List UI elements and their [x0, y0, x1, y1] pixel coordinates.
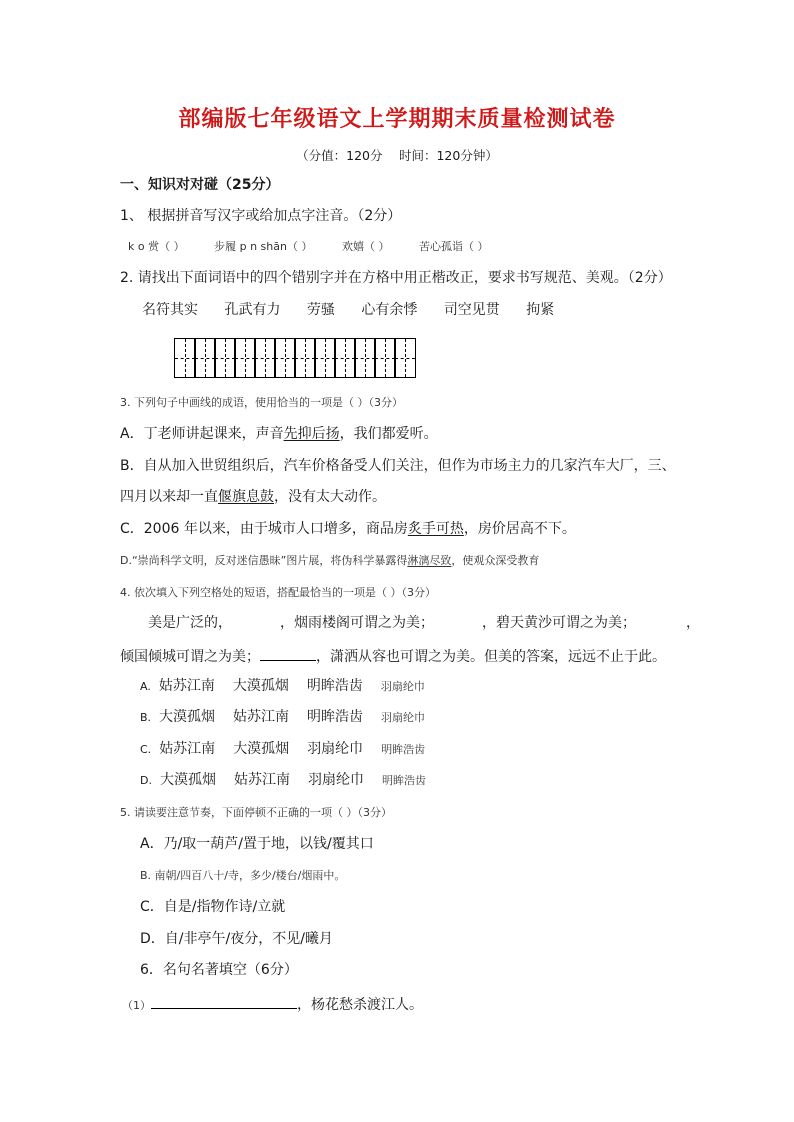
text-segment: 四月以来却一直: [120, 489, 218, 505]
q4-option: [140, 740, 443, 759]
q2-word: 心有余悸: [361, 302, 418, 318]
grid-cell[interactable]: [334, 338, 356, 378]
option-item: 明眸浩齿: [306, 678, 363, 694]
q1-item: 欢嬉（ ）: [341, 240, 390, 253]
q1-item: k o 赏（ ）: [128, 240, 185, 253]
underlined-idiom: 先抑后扬: [283, 426, 340, 442]
q2-words: [142, 301, 576, 319]
q5-option-c: C．自是/指物作诗/立就: [140, 899, 286, 915]
q2-word: 司空见贯: [443, 302, 500, 318]
q6-item-1: [122, 994, 423, 1015]
grid-cell[interactable]: [274, 338, 296, 378]
q1-stem: 1、 根据拼音写汉字或给加点字注音。（2分）: [120, 208, 402, 224]
text-segment: ，烟雨楼阁可谓之为美；: [280, 615, 434, 631]
option-label: A.: [140, 680, 151, 693]
exam-subtitle: （分值：120分 时间：120分钟）: [296, 148, 498, 163]
text-segment: ，碧天黄沙可谓之为美；: [482, 615, 636, 631]
q5-option-a: A．乃/取一葫芦/置于地，以钱/覆其口: [140, 836, 374, 852]
q4-passage-line2: [120, 646, 666, 666]
q2-stem: 2. 请找出下面词语中的四个错别字并在方格中用正楷改正，要求书写规范、美观。（2分）: [120, 270, 672, 286]
option-label: C.: [140, 743, 152, 756]
q1-items: [128, 238, 514, 256]
q5-option-d: D．自/非亭午/夜分，不见/曦月: [140, 931, 333, 947]
option-item: 羽扇纶巾: [307, 741, 364, 757]
text-segment: ，没有太大动作。: [274, 489, 386, 505]
fill-blank[interactable]: [151, 994, 297, 1009]
q4-option: [140, 708, 443, 727]
fill-blank[interactable]: [260, 646, 316, 661]
option-item: 姑苏江南: [233, 709, 290, 725]
underlined-idiom: 炙手可热: [407, 521, 464, 537]
text-segment: ，: [686, 615, 700, 631]
q1-item: 步履 p n shān（ ）: [214, 240, 313, 253]
grid-cell[interactable]: [194, 338, 216, 378]
grid-cell[interactable]: [294, 338, 316, 378]
text-segment: ，杨花愁杀渡江人。: [297, 997, 423, 1013]
text-segment: A．丁老师讲起课来，声音: [120, 426, 284, 442]
option-item: 明眸浩齿: [381, 774, 426, 787]
option-item: 大漠孤烟: [159, 709, 216, 725]
option-item: 羽扇纶巾: [307, 772, 364, 788]
q5-option-b: B. 南朝/四百八十/寺，多少/楼台/烟雨中。: [140, 869, 346, 882]
q3-option-d: [120, 552, 539, 570]
q3-stem: 3. 下列句子中画线的成语，使用恰当的一项是（ ）（3分）: [120, 396, 403, 409]
option-item: 姑苏江南: [233, 772, 290, 788]
item-number: （1）: [122, 999, 151, 1012]
option-label: B.: [140, 711, 152, 724]
grid-cell[interactable]: [174, 338, 196, 378]
text-segment: ，潇洒从容也可谓之为美。但美的答案，远远不止于此。: [316, 649, 666, 665]
grid-cell[interactable]: [214, 338, 236, 378]
option-item: 明眸浩齿: [381, 743, 426, 756]
q1-item: 苦心孤诣（ ）: [418, 240, 489, 253]
answer-grid[interactable]: [174, 338, 418, 378]
option-item: 羽扇纶巾: [381, 711, 426, 724]
grid-cell[interactable]: [234, 338, 256, 378]
grid-cell[interactable]: [314, 338, 336, 378]
grid-cell[interactable]: [354, 338, 376, 378]
option-item: 羽扇纶巾: [380, 680, 425, 693]
underlined-idiom: 偃旗息鼓: [218, 489, 274, 505]
section-heading: 一、知识对对碰（25分）: [120, 177, 280, 193]
text-segment: ，使观众深受教育: [451, 554, 540, 567]
q2-word: 劳骚: [306, 302, 335, 318]
text-segment: C．2006 年以来，由于城市人口增多，商品房: [120, 521, 408, 537]
text-segment: ，房价居高不下。: [463, 521, 576, 537]
q4-passage-line1: [148, 614, 700, 632]
q3-option-c: [120, 520, 576, 538]
underlined-idiom: 淋漓尽致: [407, 554, 452, 567]
text-segment: 美是广泛的，: [148, 615, 232, 631]
text-segment: D.“崇尚科学文明，反对迷信愚昧”图片展，将伪科学暴露得: [120, 554, 408, 567]
option-item: 姑苏江南: [159, 741, 216, 757]
option-item: 姑苏江南: [158, 678, 215, 694]
q5-stem: 5. 请读要注意节奏，下面停顿不正确的一项（ ）（3分）: [120, 806, 392, 819]
option-item: 大漠孤烟: [159, 772, 216, 788]
grid-cell[interactable]: [394, 338, 416, 378]
text-segment: 倾国倾城可谓之为美；: [120, 649, 260, 665]
q4-option: [140, 771, 444, 790]
q2-word: 名符其实: [142, 302, 198, 318]
q2-word: 孔武有力: [224, 302, 281, 318]
q3-option-a: [120, 425, 438, 443]
option-item: 明眸浩齿: [307, 709, 364, 725]
grid-cell[interactable]: [374, 338, 396, 378]
q2-word: 拘紧: [526, 302, 555, 318]
text-segment: ，我们都爱听。: [339, 426, 438, 442]
grid-cell[interactable]: [254, 338, 276, 378]
exam-title: 部编版七年级语文上学期期末质量检测试卷: [178, 106, 616, 132]
option-label: D.: [140, 774, 152, 787]
option-item: 大漠孤烟: [232, 678, 289, 694]
q6-stem: 6．名句名著填空（6分）: [140, 962, 298, 978]
q3-option-b-line2: [120, 488, 386, 506]
q4-stem: 4. 依次填入下列空格处的短语，搭配最恰当的一项是（ ）（3分）: [120, 586, 436, 599]
option-item: 大漠孤烟: [233, 741, 290, 757]
q3-option-b-line1: B．自从加入世贸组织后，汽车价格备受人们关注，但作为市场主力的几家汽车大厂，三、: [120, 458, 676, 474]
q4-option: [140, 677, 443, 696]
